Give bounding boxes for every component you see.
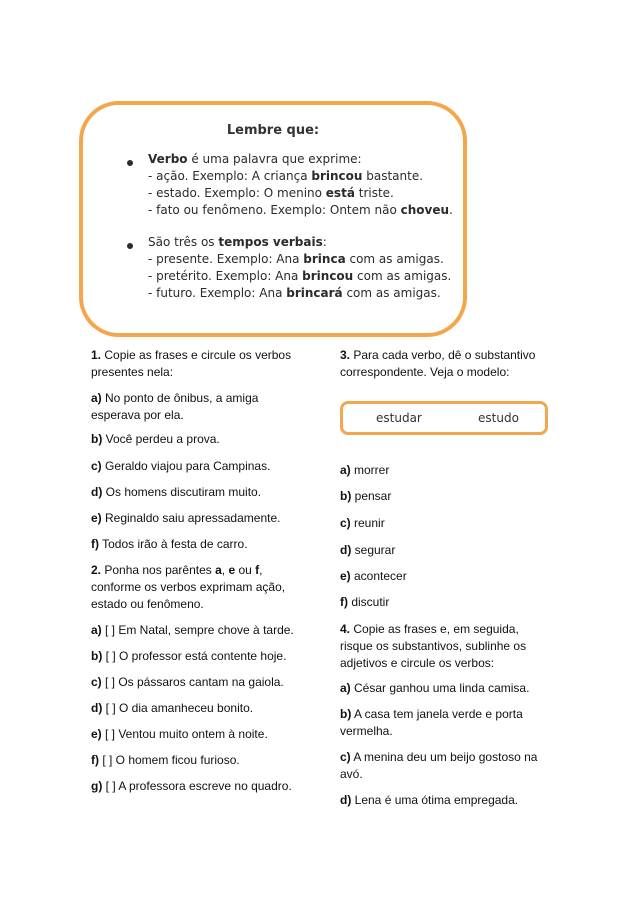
question-3-item-c: c) reunir xyxy=(340,516,385,530)
model-verb: estudar xyxy=(376,411,422,425)
question-2-item-a: a) [ ] Em Natal, sempre chove à tarde. xyxy=(91,623,294,637)
question-1-item-e: e) Reginaldo saiu apressadamente. xyxy=(91,511,281,525)
reminder-title: Lembre que: xyxy=(226,123,320,138)
reminder-verbo-definition: Verbo é uma palavra que exprime: xyxy=(148,152,362,166)
reminder-line: - fato ou fenômeno. Exemplo: Ontem não choveu. xyxy=(148,203,453,217)
question-4-item-c-cont: avó. xyxy=(340,767,363,781)
model-noun: estudo xyxy=(478,411,519,425)
question-1-prompt: 1. Copie as frases e circule os verbos xyxy=(91,348,292,362)
question-4-item-a: a) César ganhou uma linda camisa. xyxy=(340,681,530,695)
question-3-item-d: d) segurar xyxy=(340,543,396,557)
reminder-line: - estado. Exemplo: O menino está triste. xyxy=(148,186,394,200)
question-2-item-c: c) [ ] Os pássaros cantam na gaiola. xyxy=(91,675,284,689)
question-1-item-d: d) Os homens discutiram muito. xyxy=(91,485,262,499)
question-4-prompt-cont: adjetivos e circule os verbos: xyxy=(340,656,495,670)
question-2-item-e: e) [ ] Ventou muito ontem à noite. xyxy=(91,727,268,741)
reminder-box xyxy=(79,101,467,337)
question-2-item-d: d) [ ] O dia amanheceu bonito. xyxy=(91,701,254,715)
question-4-item-d: d) Lena é uma ótima empregada. xyxy=(340,793,519,807)
model-example-box xyxy=(340,401,548,435)
question-2-item-f: f) [ ] O homem ficou furioso. xyxy=(91,753,240,767)
reminder-line: - futuro. Exemplo: Ana brincará com as amigas. xyxy=(148,286,441,300)
question-3-item-a: a) morrer xyxy=(340,463,390,477)
question-3-item-e: e) acontecer xyxy=(340,569,407,583)
bullet-icon xyxy=(127,160,133,166)
question-1-prompt-cont: presentes nela: xyxy=(91,365,174,379)
question-3-item-f: f) discutir xyxy=(340,595,390,609)
question-1-item-c: c) Geraldo viajou para Campinas. xyxy=(91,459,271,473)
question-1-item-a-cont: esperava por ela. xyxy=(91,408,184,422)
question-1-item-a: a) No ponto de ônibus, a amiga xyxy=(91,391,259,405)
question-1-item-b: b) Você perdeu a prova. xyxy=(91,432,220,446)
question-1-item-f: f) Todos irão à festa de carro. xyxy=(91,537,248,551)
reminder-tempos-definition: São três os tempos verbais: xyxy=(148,235,327,249)
question-3-prompt-cont: correspondente. Veja o modelo: xyxy=(340,365,510,379)
question-2-prompt: 2. Ponha nos parêntes a, e ou f, xyxy=(91,563,263,577)
question-2-item-g: g) [ ] A professora escreve no quadro. xyxy=(91,779,292,793)
question-2-prompt-cont: conforme os verbos exprimam ação, xyxy=(91,580,286,594)
reminder-line: - ação. Exemplo: A criança brincou bastante. xyxy=(148,169,424,183)
question-4-prompt: 4. Copie as frases e, em seguida, xyxy=(340,622,519,636)
question-2-prompt-cont: estado ou fenômeno. xyxy=(91,597,204,611)
question-4-item-c: c) A menina deu um beijo gostoso na xyxy=(340,750,538,764)
question-3-item-b: b) pensar xyxy=(340,489,392,503)
question-4-prompt-cont: risque os substantivos, sublinhe os xyxy=(340,639,527,653)
question-2-item-b: b) [ ] O professor está contente hoje. xyxy=(91,649,287,663)
question-3-prompt: 3. Para cada verbo, dê o substantivo xyxy=(340,348,536,362)
reminder-line: - pretérito. Exemplo: Ana brincou com as amigas. xyxy=(148,269,452,283)
reminder-line: - presente. Exemplo: Ana brinca com as amigas. xyxy=(148,252,444,266)
question-4-item-b-cont: vermelha. xyxy=(340,724,393,738)
question-4-item-b: b) A casa tem janela verde e porta xyxy=(340,707,523,721)
bullet-icon xyxy=(127,243,133,249)
